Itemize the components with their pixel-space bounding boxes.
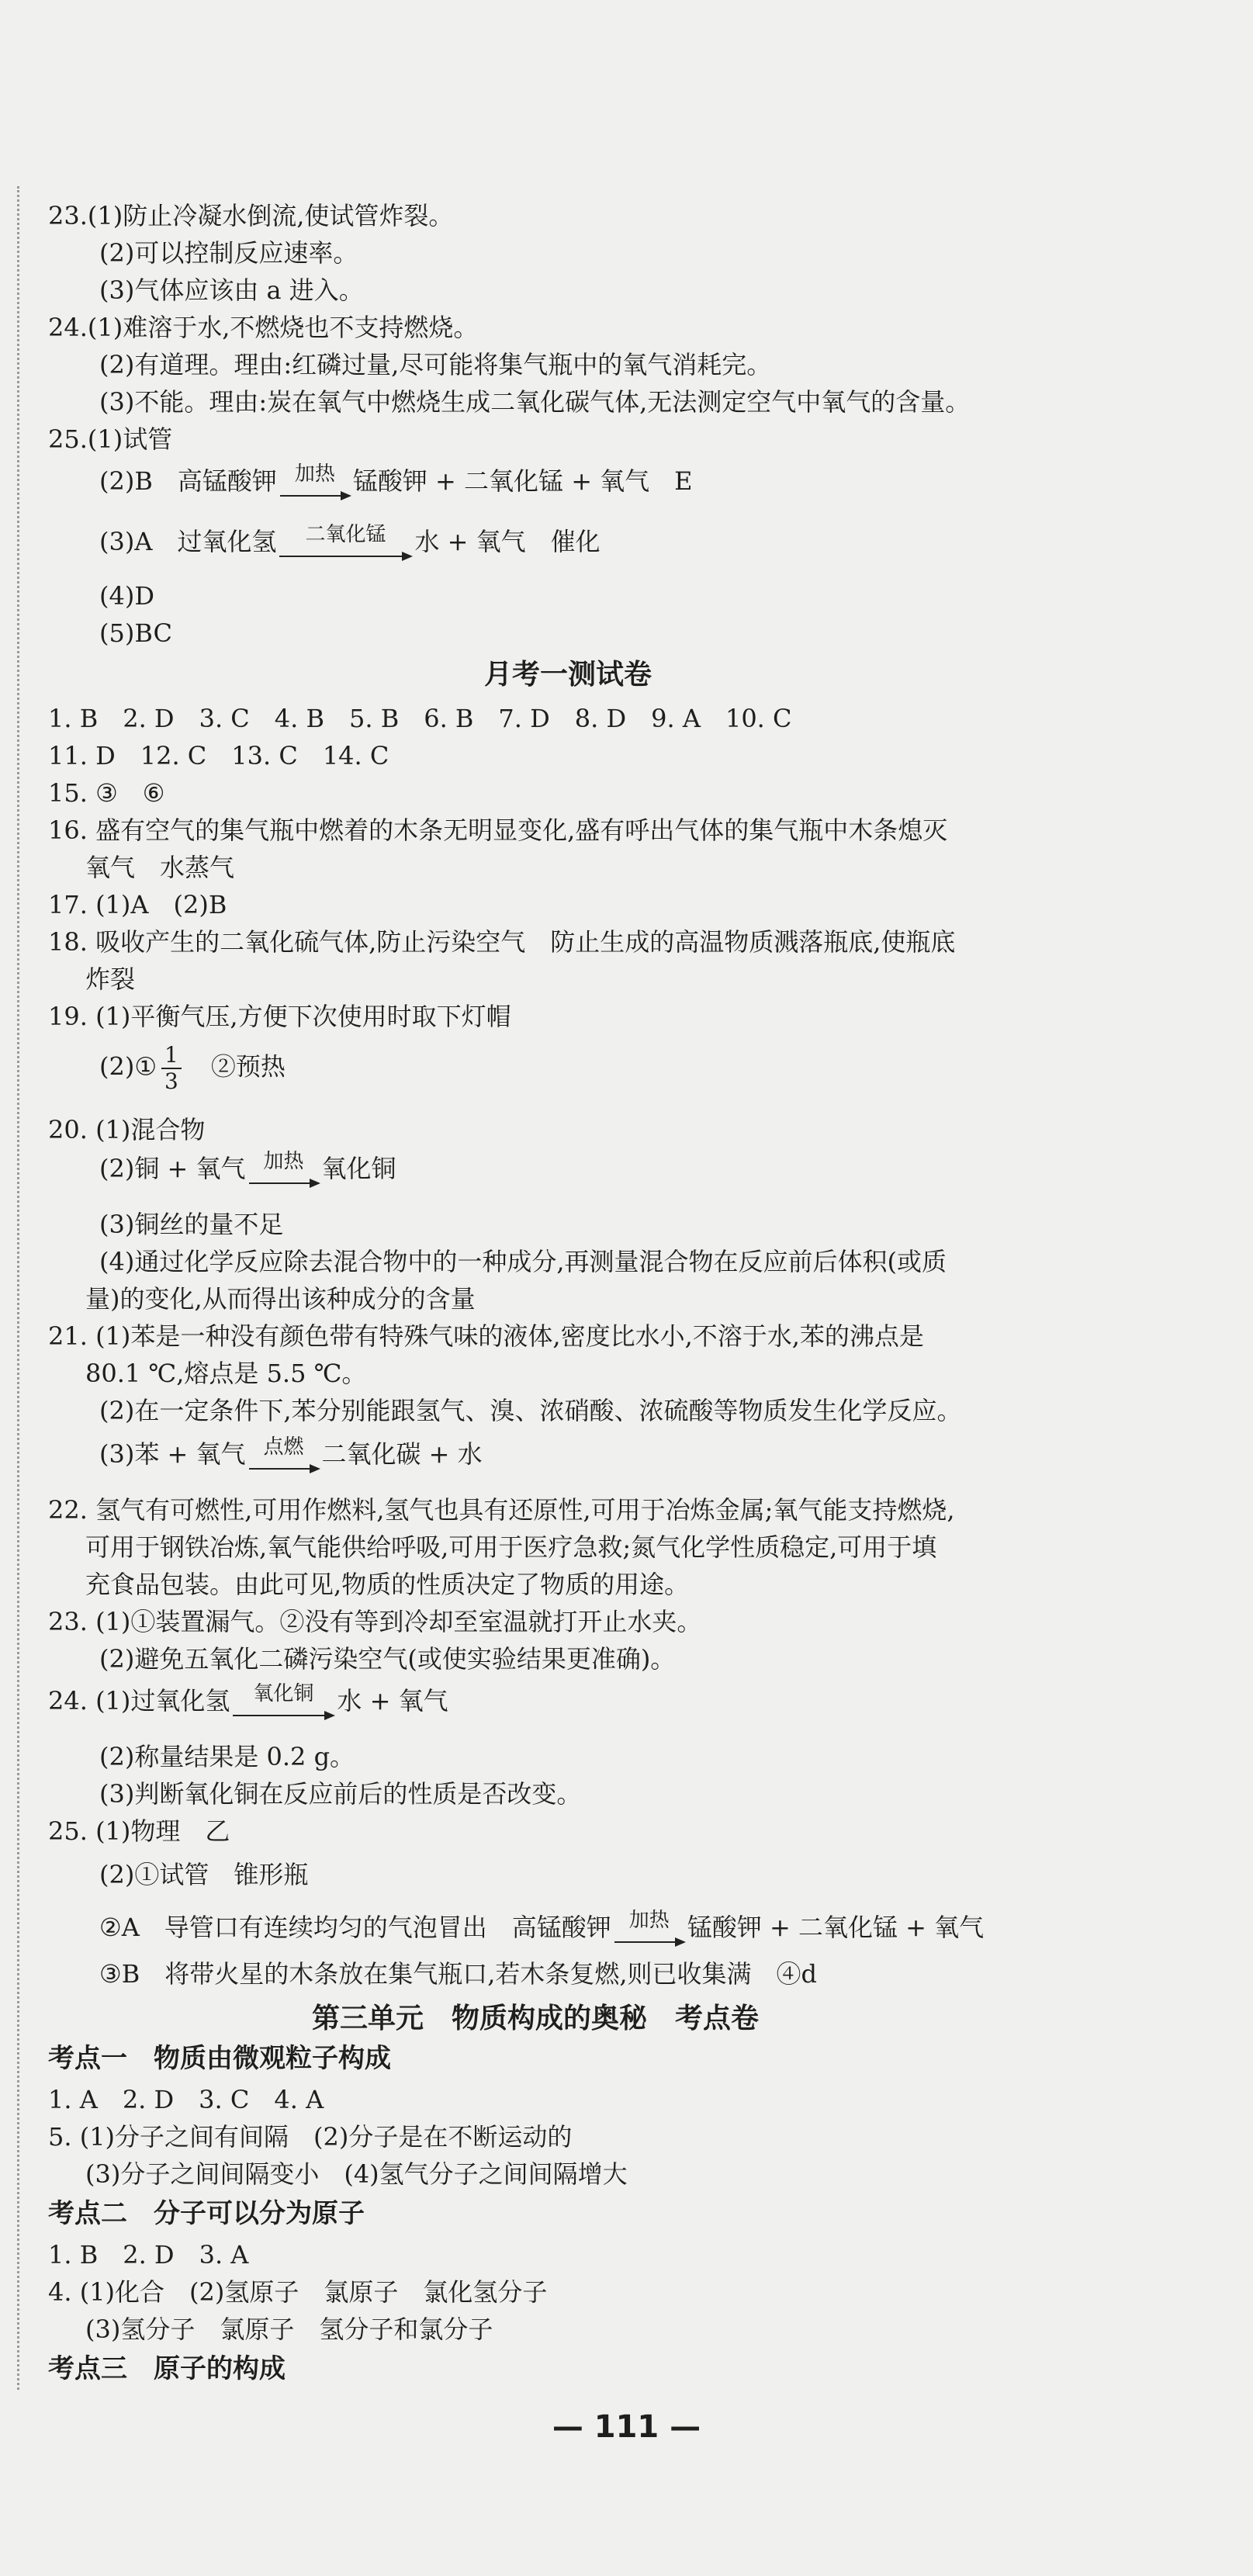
topic-heading: 考点三 原子的构成 xyxy=(48,2353,286,2384)
answer-line: 18. 吸收产生的二氧化硫气体,防止污染空气 防止生成的高温物质溅落瓶底,使瓶底 xyxy=(48,927,956,957)
answer-line: 17. (1)A (2)B xyxy=(48,890,227,919)
answer-line: 23.(1)防止冷凝水倒流,使试管炸裂。 xyxy=(48,201,454,230)
answer-line: (3)判断氧化铜在反应前后的性质是否改变。 xyxy=(99,1779,582,1809)
answer-line: 4. (1)化合 (2)氢原子 氯原子 氯化氢分子 xyxy=(48,2277,548,2307)
reaction-arrow: 二氧化锰 xyxy=(279,525,411,557)
answer-line: 炸裂 xyxy=(85,964,136,994)
answer-line: (2)①试管 锥形瓶 xyxy=(99,1860,309,1889)
reaction-arrow: 加热 xyxy=(280,464,350,497)
answer-line: 可用于钢铁冶炼,氧气能供给呼吸,可用于医疗急救;氮气化学性质稳定,可用于填 xyxy=(85,1532,937,1562)
reaction-arrow: 点燃 xyxy=(249,1437,319,1470)
equation-line: (2)B 高锰酸钾 加热 锰酸钾 + 二氧化锰 + 氧气 E xyxy=(99,462,693,496)
page-number: — 111 — xyxy=(552,2409,701,2445)
answer-line: 21. (1)苯是一种没有颜色带有特殊气味的液体,密度比水小,不溶于水,苯的沸点是 xyxy=(48,1321,924,1351)
equation-line: 24. (1)过氧化氢 氧化铜 水 + 氧气 xyxy=(48,1682,448,1716)
fraction-line: (2)① $\frac{1}{3}$ ②预热 xyxy=(99,1042,286,1094)
answer-line: (2)避免五氧化二磷污染空气(或使实验结果更准确)。 xyxy=(99,1644,676,1674)
answer-line: 20. (1)混合物 xyxy=(48,1115,206,1144)
answer-line: 15. ③ ⑥ xyxy=(48,778,165,808)
topic-heading: 考点一 物质由微观粒子构成 xyxy=(48,2043,391,2074)
answer-line: 氧气 水蒸气 xyxy=(85,853,235,882)
answer-line: 19. (1)平衡气压,方便下次使用时取下灯帽 xyxy=(48,1002,511,1031)
equation-line: (3)苯 + 氧气 点燃 二氧化碳 + 水 xyxy=(99,1435,483,1469)
answer-line: (2)可以控制反应速率。 xyxy=(99,238,358,268)
binding-dotted-rule xyxy=(17,186,19,2390)
equation-line: (2)铜 + 氧气 加热 氧化铜 xyxy=(99,1150,396,1183)
reaction-arrow: 氧化铜 xyxy=(233,1684,334,1716)
reaction-arrow: 加热 xyxy=(614,1910,684,1943)
answer-line: ③B 将带火星的木条放在集气瓶口,若木条复燃,则已收集满 ④d xyxy=(99,1959,818,1989)
answer-line: (2)有道理。理由:红磷过量,尽可能将集气瓶中的氧气消耗完。 xyxy=(99,350,772,379)
answer-line: 1. B 2. D 3. A xyxy=(48,2240,249,2270)
answer-line: 25. (1)物理 乙 xyxy=(48,1816,230,1846)
unit-title: 第三单元 物质构成的奥秘 考点卷 xyxy=(312,2003,760,2034)
answer-line: (4)通过化学反应除去混合物中的一种成分,再测量混合物在反应前后体积(或质 xyxy=(99,1247,947,1276)
answer-line: 25.(1)试管 xyxy=(48,424,173,454)
answer-line: 5. (1)分子之间有间隔 (2)分子是在不断运动的 xyxy=(48,2122,573,2152)
answer-line: 11. D 12. C 13. C 14. C xyxy=(48,741,389,770)
answer-line: 量)的变化,从而得出该种成分的含量 xyxy=(85,1284,476,1314)
answer-line: (3)气体应该由 a 进入。 xyxy=(99,275,364,305)
topic-heading: 考点二 分子可以分为原子 xyxy=(48,2198,365,2229)
section-title: 月考一测试卷 xyxy=(483,659,652,691)
answer-line: (2)称量结果是 0.2 g。 xyxy=(99,1742,355,1771)
answer-line: 1. B 2. D 3. C 4. B 5. B 6. B 7. D 8. D 9. A 10. C xyxy=(48,704,792,733)
answer-line: (3)不能。理由:炭在氧气中燃烧生成二氧化碳气体,无法测定空气中氧气的含量。 xyxy=(99,387,971,417)
answer-line: (3)氢分子 氯原子 氢分子和氯分子 xyxy=(85,2315,493,2344)
answer-line: 23. (1)①装置漏气。②没有等到冷却至室温就打开止水夹。 xyxy=(48,1607,702,1636)
answer-line: (2)在一定条件下,苯分别能跟氢气、溴、浓硝酸、浓硫酸等物质发生化学反应。 xyxy=(99,1396,962,1425)
answer-line: 24.(1)难溶于水,不燃烧也不支持燃烧。 xyxy=(48,313,479,342)
answer-line: 1. A 2. D 3. C 4. A xyxy=(48,2085,324,2114)
fraction-one-third: $\frac{1}{3}$ xyxy=(161,1043,182,1094)
answer-line: (4)D xyxy=(99,581,154,611)
answer-line: 22. 氢气有可燃性,可用作燃料,氢气也具有还原性,可用于冶炼金属;氧气能支持燃烧, xyxy=(48,1495,955,1525)
equation-line: (3)A 过氧化氢 二氧化锰 水 + 氧气 催化 xyxy=(99,523,601,556)
reaction-arrow: 加热 xyxy=(249,1151,319,1184)
answer-line: (5)BC xyxy=(99,618,172,648)
answer-line: 充食品包装。由此可见,物质的性质决定了物质的用途。 xyxy=(85,1570,690,1599)
answer-line: 80.1 ℃,熔点是 5.5 ℃。 xyxy=(85,1359,367,1388)
equation-line: ②A 导管口有连续均匀的气泡冒出 高锰酸钾 加热 锰酸钾 + 二氧化锰 + 氧气 xyxy=(99,1909,985,1942)
answer-line: 16. 盛有空气的集气瓶中燃着的木条无明显变化,盛有呼出气体的集气瓶中木条熄灭 xyxy=(48,815,948,845)
answer-line: (3)铜丝的量不足 xyxy=(99,1210,284,1239)
answer-line: (3)分子之间间隔变小 (4)氢气分子之间间隔增大 xyxy=(85,2159,628,2189)
